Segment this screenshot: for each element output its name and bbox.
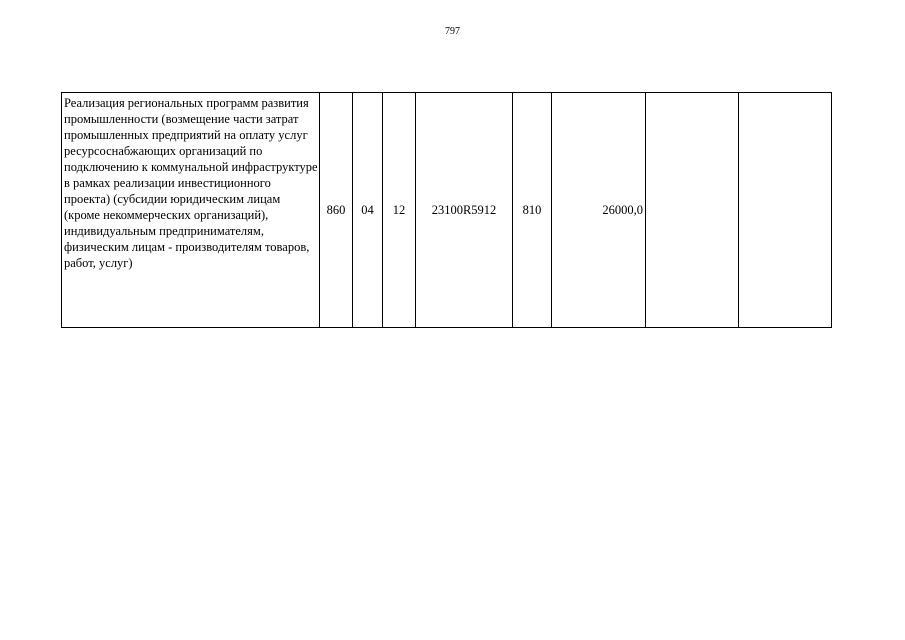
amount-cell-3 (739, 93, 832, 328)
amount-cell: 26000,0 (552, 93, 646, 328)
table-row (62, 93, 832, 328)
subsection-cell: 12 (383, 93, 416, 328)
expense-type-cell: 810 (513, 93, 552, 328)
row-description: Реализация региональных программ развития промышленности (возмещение части затрат промышленных предприятий на оплату услуг ресурсоснабжающих организаций по подключению к коммунальной инфраструктуре в рамках реализации инвестиционного проекта) (субсидии юридическим лицам (кроме некоммерческих организаций), индивидуальным предпринимателям, физическим лицам - производителям товаров, работ, услуг) (62, 93, 320, 328)
page-number: 797 (445, 26, 460, 37)
section-cell: 04 (353, 93, 383, 328)
target-article-cell: 23100R5912 (416, 93, 513, 328)
ministry-code-cell: 860 (320, 93, 353, 328)
budget-table (61, 92, 832, 328)
amount-cell-2 (646, 93, 739, 328)
